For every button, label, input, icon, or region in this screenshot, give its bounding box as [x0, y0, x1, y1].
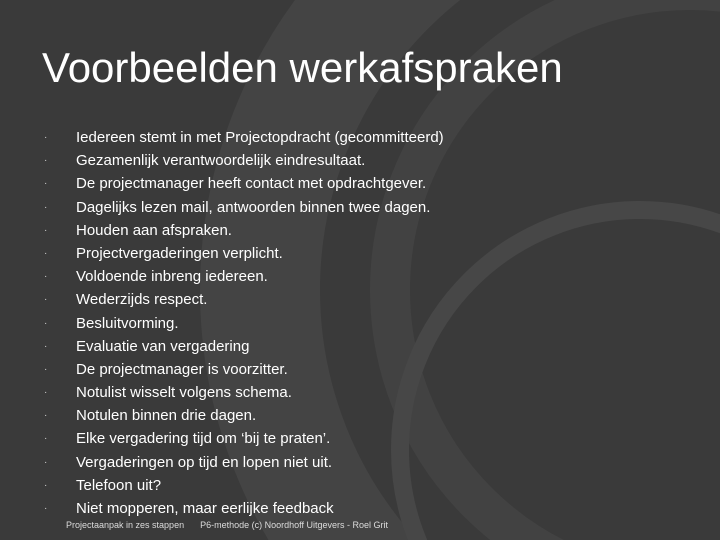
bullet-text: Dagelijks lezen mail, antwoorden binnen twee dagen.	[76, 198, 431, 216]
bullet-dot-icon: ·	[44, 456, 48, 468]
bullet-text: Voldoende inbreng iedereen.	[76, 268, 268, 286]
bullet-item	[44, 497, 444, 520]
bullet-text: De projectmanager is voorzitter.	[76, 360, 288, 378]
bullet-item	[44, 288, 444, 311]
bullet-text: Projectvergaderingen verplicht.	[76, 244, 283, 262]
bullet-dot-icon: ·	[44, 178, 48, 190]
bullet-item	[44, 381, 444, 404]
bullet-dot-icon: ·	[44, 363, 48, 375]
bullet-text: Niet mopperen, maar eerlijke feedback	[76, 500, 334, 517]
bullet-text: Besluitvorming.	[76, 314, 179, 332]
bullet-dot-icon: ·	[44, 317, 48, 329]
bullet-text: Iedereen stemt in met Projectopdracht (gecommitteerd)	[76, 129, 444, 146]
bullet-dot-icon: ·	[44, 155, 48, 167]
bullet-item	[44, 172, 444, 195]
footer-left-text: Projectaanpak in zes stappen	[66, 520, 185, 530]
bullet-dot-icon: ·	[44, 271, 48, 283]
bullet-dot-icon: ·	[44, 433, 48, 445]
bullet-item	[44, 149, 444, 172]
bullet-text: Houden aan afspraken.	[76, 221, 232, 239]
slide-footer	[66, 520, 388, 530]
bullet-item	[44, 474, 444, 497]
bullet-item	[44, 335, 444, 358]
bullet-item	[44, 358, 444, 381]
bullet-dot-icon: ·	[44, 132, 48, 143]
bullet-item	[44, 196, 444, 219]
bullet-dot-icon: ·	[44, 201, 48, 213]
bullet-dot-icon: ·	[44, 340, 48, 352]
bullet-text: Notulist wisselt volgens schema.	[76, 384, 292, 402]
bullet-text: Elke vergadering tijd om ‘bij te praten’.	[76, 430, 331, 448]
bullet-text: Vergaderingen op tijd en lopen niet uit.	[76, 453, 333, 471]
bullet-item	[44, 451, 444, 474]
bullet-dot-icon: ·	[44, 479, 48, 491]
bullet-text: Wederzijds respect.	[76, 291, 208, 309]
bullet-item	[44, 219, 444, 242]
bullet-text: Telefoon uit?	[76, 476, 162, 494]
bullet-item	[44, 312, 444, 335]
bullet-item	[44, 126, 444, 149]
bullet-dot-icon: ·	[44, 503, 48, 514]
slide-title: Voorbeelden werkafspraken	[42, 44, 563, 91]
bullet-item	[44, 427, 444, 450]
bullet-dot-icon: ·	[44, 224, 48, 236]
bullet-item	[44, 265, 444, 288]
bullet-list	[44, 126, 444, 520]
bullet-text: Evaluatie van vergadering	[76, 337, 250, 355]
bullet-text: Gezamenlijk verantwoordelijk eindresultaat.	[76, 152, 366, 170]
bullet-dot-icon: ·	[44, 387, 48, 399]
bullet-text: Notulen binnen drie dagen.	[76, 407, 257, 425]
bullet-text: De projectmanager heeft contact met opdrachtgever.	[76, 175, 427, 193]
bullet-dot-icon: ·	[44, 410, 48, 422]
bullet-item	[44, 242, 444, 265]
bullet-dot-icon: ·	[44, 247, 48, 259]
footer-right-text: P6-methode (c) Noordhoff Uitgevers - Roel Grit	[200, 520, 388, 530]
bullet-dot-icon: ·	[44, 294, 48, 306]
bullet-item	[44, 404, 444, 427]
